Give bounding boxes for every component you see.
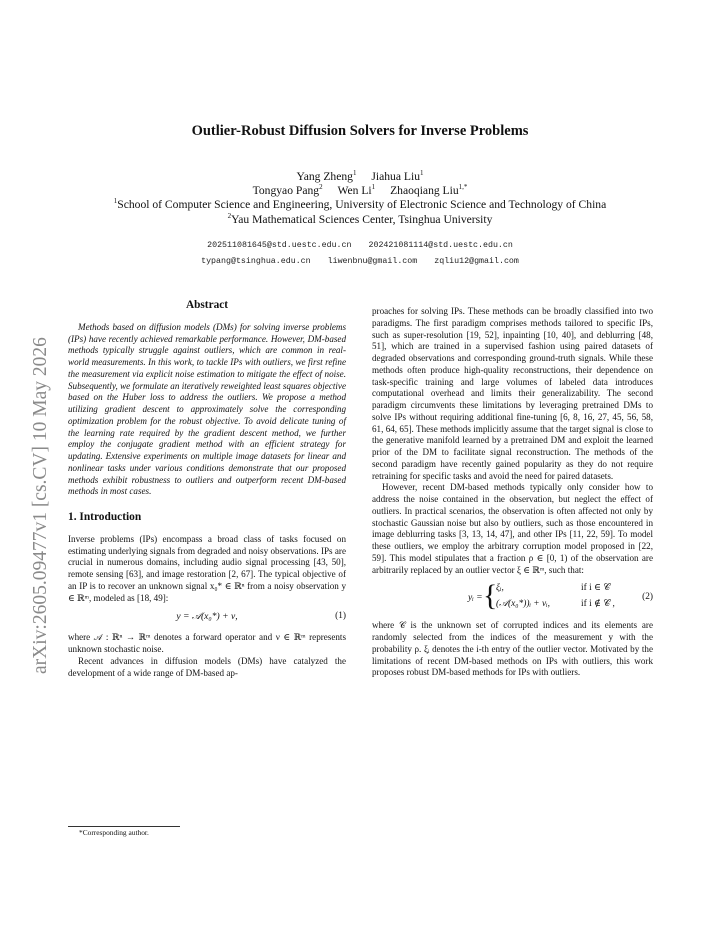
- email-address[interactable]: 202421081114@std.uestc.edu.cn: [368, 241, 513, 250]
- email-address[interactable]: typang@tsinghua.edu.cn: [201, 256, 311, 266]
- email-line-1: [0, 238, 720, 254]
- author-name: Zhaoqiang Liu$^{1,*}$: [390, 183, 468, 198]
- arxiv-id-text: arXiv:2605.09477v1 [cs.CV] 10 May 2026: [30, 337, 51, 674]
- right-column: [372, 306, 653, 679]
- section-heading-introduction: 1. Introduction: [68, 511, 142, 523]
- author-name: Wen Li$^1$: [337, 183, 376, 198]
- email-address[interactable]: 202511081645@std.uestc.edu.cn: [207, 241, 352, 250]
- intro-paragraph-2: where 𝒜 : ℝⁿ → ℝᵐ denotes a forward operator and ν ∈ ℝᵐ represents unknown stochastic noise.: [68, 632, 346, 654]
- right-paragraph-1: proaches for solving IPs. These methods can be broadly classified into two paradigms. The first paradigm comprises methods tailored to specific IPs, such as super-resolution [19, 52], inpainting [10, 40], and deblurring [48, 51], which are trained in a supervised fashion using paired datasets of degraded observations and corresponding ground-truth signals. While these methods often produce high-quality reconstructions, their dependence on task-specific training and large volumes of labeled data introduces computational overhead and limits their generalizability. The second paradigm circumvents these limitations by leveraging pretrained DMs to solve IPs without requiring additional fine-tuning [6, 8, 16, 27, 45, 56, 58, 61, 64, 65]. These methods implicitly assume that the target signal is close to the generative manifold learned by a pretrained DM and exploit the learned prior of the DM to facilitate signal reconstruction. The methods of the second paradigm have recently gained popularity as they do not require retraining for specific tasks and avoid the need for paired datasets.: [372, 306, 653, 481]
- right-paragraph-2: However, recent DM-based methods typically only consider how to address the noise contained in the observation, but neglect the effect of outliers. In practical scenarios, the observation is often affected not only by stochastic Gaussian noise but also by outliers, such as those encountered in image deblurring tasks [3, 13, 14, 47], and other IPs [11, 22, 59]. To model these outliers, we employ the arbitrary corruption model proposed in [22, 59]. This model stipulates that a fraction ρ ∈ [0, 1) of the observation are arbitrarily replaced by an outlier vector ξ ∈ ℝᵐ, such that:: [372, 482, 653, 575]
- abstract-heading: Abstract: [185, 299, 229, 311]
- footnote: *Corresponding author.: [79, 828, 149, 837]
- equation-2-case-1: ξᵢ,: [496, 583, 504, 594]
- author-name: Jiahua Liu$^1$: [371, 169, 424, 183]
- equation-2-case-2: (𝒜(x₀*))ᵢ + νᵢ,: [496, 599, 550, 610]
- equation-2-brace: {: [483, 579, 498, 613]
- arxiv-sidebar-stamp: [18, 258, 58, 678]
- equation-2-number: (2): [642, 592, 653, 603]
- equation-2: [372, 579, 653, 616]
- email-block: [0, 238, 720, 269]
- equation-1: [68, 608, 346, 628]
- email-address[interactable]: zqliu12@gmail.com: [434, 256, 519, 266]
- author-block: [0, 170, 720, 227]
- left-column: [68, 300, 346, 679]
- author-name: Tongyao Pang$^2$: [252, 183, 323, 198]
- equation-2-lhs: yᵢ =: [468, 592, 483, 604]
- intro-paragraph-3: Recent advances in diffusion models (DMs) have catalyzed the development of a wide range of DM-based ap-: [68, 655, 346, 678]
- author-name: Yang Zheng$^1$: [296, 169, 357, 183]
- affiliation-2: $^2$Yau Mathematical Sciences Center, Tsinghua University: [227, 211, 493, 226]
- email-address[interactable]: liwenbnu@gmail.com: [327, 256, 418, 266]
- abstract-text: Methods based on diffusion models (DMs) for solving inverse problems (IPs) have recently achieved remarkable performance. However, DM-based methods typically struggle against outliers, which are common in real-world measurements. In this work, to tackle IPs with outliers, we first refine the measurement via explicit noise estimation to mitigate the effect of noise. Subsequently, we formulate an iteratively reweighted least squares objective based on the Huber loss to address the outliers. We propose a method utilizing gradient descent to approximately solve the corresponding optimization problem for the robust objective. To avoid delicate tuning of the learning rate required by the gradient descent method, we further employ the conjugate gradient method with an efficient strategy for updating. Extensive experiments on multiple image datasets for linear and nonlinear tasks under various conditions demonstrate that our proposed methods exhibit robustness to outliers and outperform recent DM-based methods in most cases.: [68, 321, 346, 497]
- right-paragraph-3: where 𝒞 is the unknown set of corrupted indices and its elements are randomly selected from the indices of the measurement y with the probability ρ. ξᵢ denotes the i-th entry of the outlier vector. Motivated by the limitations of recent DM-based methods on IPs with outliers, this work proposes robust DM-based methods for IPs with outliers.: [372, 620, 653, 678]
- equation-2-condition-1: if i ∈ 𝒞: [581, 583, 611, 594]
- intro-paragraph-1: Inverse problems (IPs) encompass a broad class of tasks focused on estimating underlying signals from degraded and noisy observations. IPs are crucial in numerous domains, including audio signal processing [43, 50], remote sensing [63], and image restoration [2, 67]. The typical objective of an IP is to recover an unknown signal x₀* ∈ ℝⁿ from a noisy observation y ∈ ℝᵐ, modeled as [18, 49]:: [68, 533, 346, 603]
- author-line-1: [0, 170, 720, 184]
- equation-1-number: (1): [335, 611, 346, 622]
- equation-1-body: y = 𝒜(x₀*) + ν,: [176, 611, 238, 623]
- equation-2-condition-2: if i ∉ 𝒞 ,: [581, 599, 615, 610]
- paper-title: Outlier-Robust Diffusion Solvers for Inverse Problems: [191, 123, 529, 139]
- footnote-rule: [68, 826, 180, 827]
- arxiv-stamp-svg: [18, 258, 58, 678]
- author-line-2: [0, 184, 720, 198]
- affiliation-1: $^1$School of Computer Science and Engineering, University of Electronic Science and Technology of China: [113, 197, 607, 212]
- email-line-2: [0, 254, 720, 270]
